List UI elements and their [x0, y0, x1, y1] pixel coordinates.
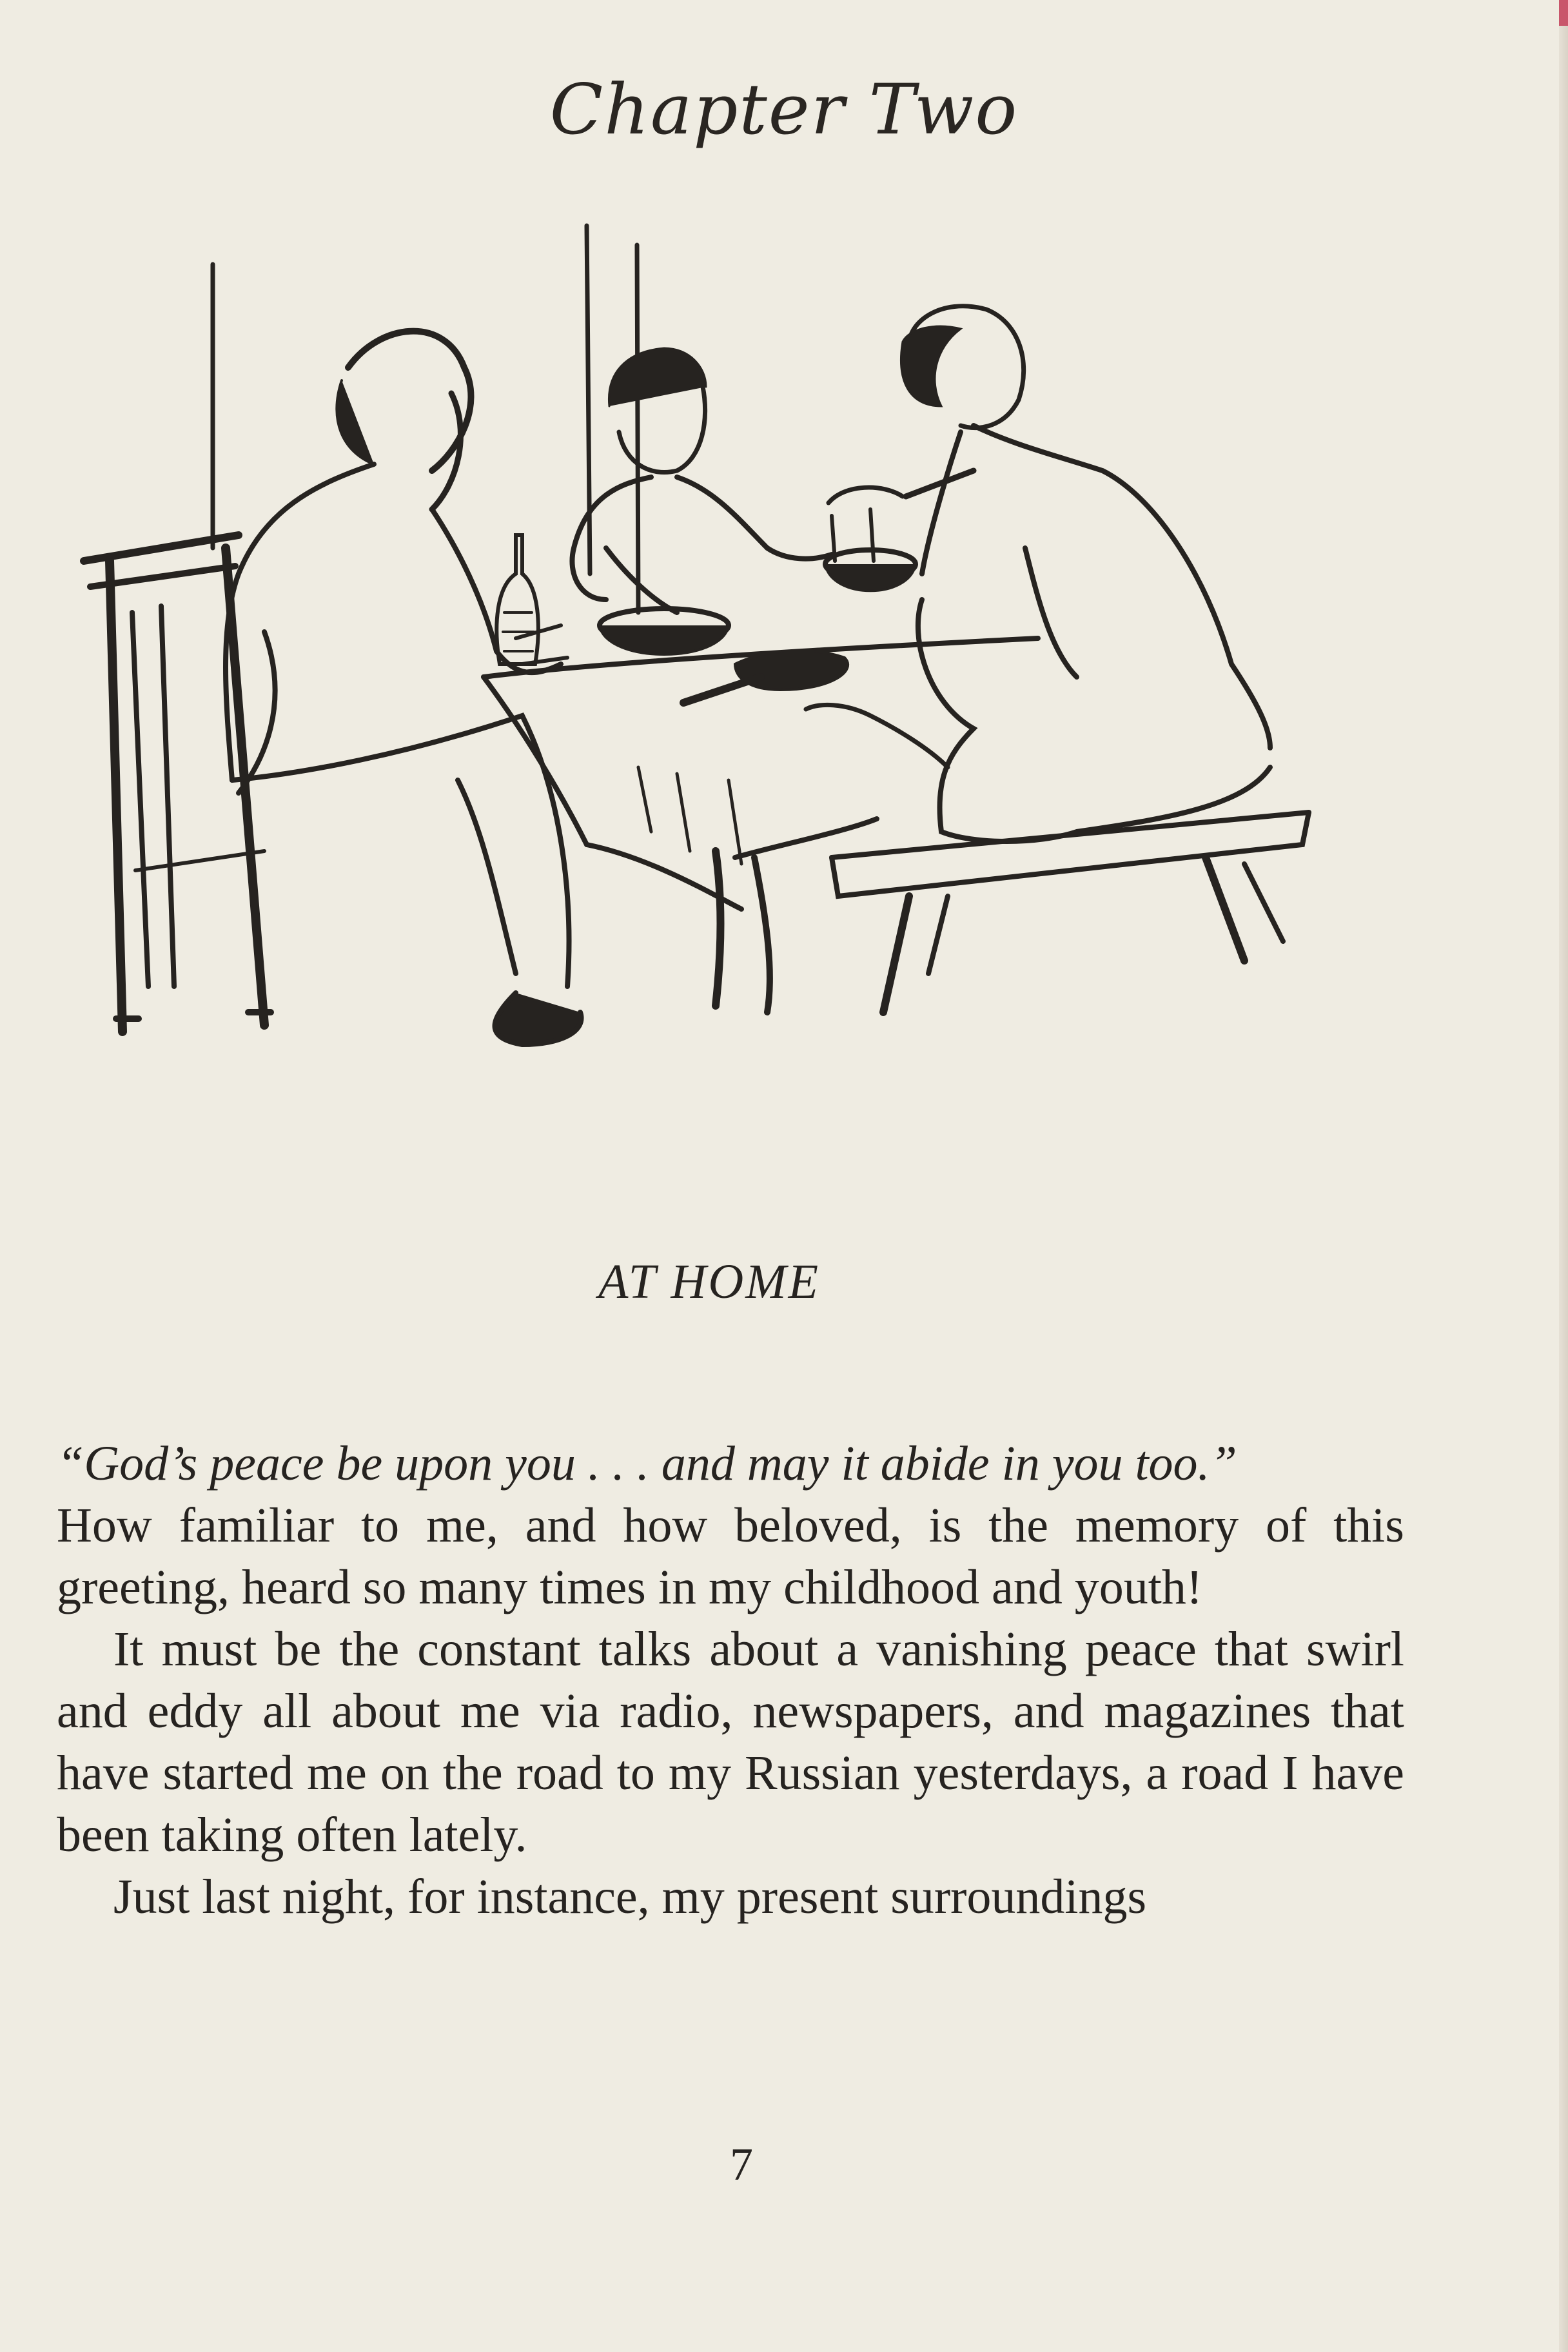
bottle	[496, 535, 538, 664]
body-paragraph: How familiar to me, and how beloved, is the memory of this greeting, heard so many times in my childhood and youth!	[57, 1498, 1404, 1614]
greeting-paragraph: “God’s peace be upon you . . . and may it abide in you too.”	[57, 1436, 1237, 1491]
text-body	[57, 1433, 1404, 1928]
body-paragraph: Just last night, for instance, my present surroundings	[113, 1870, 1147, 1924]
chapter-title: Chapter Two	[549, 70, 1019, 150]
boy-figure	[572, 348, 832, 612]
section-heading: AT HOME	[598, 1255, 820, 1309]
bookmark-ribbon	[1559, 0, 1568, 26]
body-paragraph: It must be the constant talks about a vanishing peace that swirl and eddy all about me via radio, newspapers, and magazines that have started me on the road to my Russian yesterdays, a road I have been taking often lately.	[57, 1622, 1404, 1862]
father-figure	[226, 331, 582, 1044]
page-number: 7	[730, 2139, 753, 2190]
bench	[832, 812, 1309, 1012]
bowls	[600, 471, 974, 703]
family-dinner-illustration	[71, 213, 1335, 1102]
page-edge	[1559, 0, 1568, 2352]
